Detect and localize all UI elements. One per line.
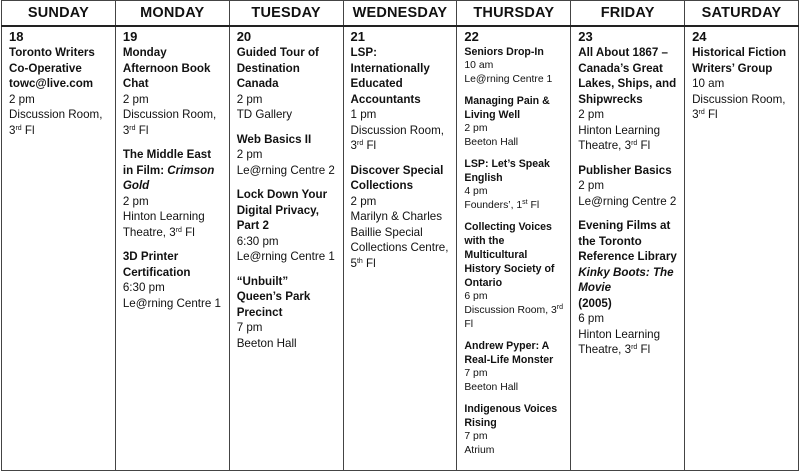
event-item xyxy=(123,45,223,138)
event-location: Atrium xyxy=(464,445,495,456)
event-title xyxy=(123,249,223,280)
event-title xyxy=(9,45,109,92)
event-title-text: LSP: Let’s Speak English xyxy=(464,158,550,184)
event-time: 2 pm xyxy=(9,92,35,106)
event-title xyxy=(237,132,337,148)
event-title-text: Seniors Drop-In xyxy=(464,46,544,58)
event-location: Beeton Hall xyxy=(464,382,519,393)
event-location: Le@rning Centre 1 xyxy=(236,250,335,263)
day-number: 21 xyxy=(350,29,365,44)
event-item xyxy=(237,274,337,352)
event-item xyxy=(123,249,223,311)
event-title-text: Toronto Writers Co-Operative xyxy=(9,46,95,75)
weekday-header-row xyxy=(2,1,799,27)
day-number: 20 xyxy=(236,29,252,44)
weekday-header-wednesday: WEDNESDAY xyxy=(343,1,457,27)
event-title xyxy=(578,163,678,179)
event-title-text: LSP: Internationally Educated Accountants xyxy=(350,46,430,106)
event-location: Le@rning Centre 1 xyxy=(122,296,221,310)
event-title xyxy=(237,274,337,321)
event-item xyxy=(692,45,792,123)
event-title xyxy=(351,45,451,107)
event-time: 7 pm xyxy=(464,368,488,379)
event-item xyxy=(351,45,451,154)
event-item xyxy=(9,45,109,138)
weekday-header-thursday: THURSDAY xyxy=(457,1,571,27)
event-item xyxy=(578,163,678,210)
event-item xyxy=(351,163,451,272)
week-row xyxy=(2,26,799,470)
event-title-text: Discover Special Collections xyxy=(350,163,444,192)
event-time: 6:30 pm xyxy=(122,281,165,294)
event-title-text: Indigenous Voices Rising xyxy=(464,403,558,429)
event-location: TD Gallery xyxy=(236,108,293,121)
event-title xyxy=(464,157,564,185)
event-time: 7 pm xyxy=(236,321,263,334)
event-title xyxy=(464,339,564,367)
event-location: Hinton Learning Theatre, 3rd Fl xyxy=(578,327,661,356)
event-title-text: Guided Tour of Destination Canada xyxy=(236,46,319,90)
event-time: 2 pm xyxy=(578,108,604,121)
event-item xyxy=(464,94,564,150)
weekday-header-monday: MONDAY xyxy=(115,1,229,27)
event-item xyxy=(464,402,564,458)
event-title-text: Managing Pain & Living Well xyxy=(464,95,550,121)
event-title-text: Evening Films at the Toronto Reference Library xyxy=(578,219,677,263)
event-item xyxy=(578,45,678,154)
calendar-week-table xyxy=(1,0,799,471)
event-title xyxy=(464,402,564,430)
event-title xyxy=(237,187,337,234)
day-number: 24 xyxy=(692,29,707,44)
event-title-text: The Middle East in Film: xyxy=(122,148,212,177)
day-cell-saturday xyxy=(685,26,799,470)
event-title-text: All About 1867 – Canada’s Great Lakes, Ships, and Shipwrecks xyxy=(578,46,677,106)
day-number: 19 xyxy=(122,29,138,44)
event-time: 2 pm xyxy=(236,148,263,161)
event-time: 10 am xyxy=(692,77,725,90)
weekday-header-sunday: SUNDAY xyxy=(2,1,116,27)
event-location: Marilyn & Charles Baillie Special Collections Centre, 5th Fl xyxy=(350,210,449,270)
day-number: 22 xyxy=(464,29,479,44)
day-number: 18 xyxy=(9,29,24,44)
event-location: Discussion Room, 3rd Fl xyxy=(350,123,444,152)
event-item xyxy=(237,187,337,265)
event-time: 2 pm xyxy=(464,123,488,134)
event-title xyxy=(123,45,223,92)
event-location: Le@rning Centre 2 xyxy=(578,194,677,208)
event-location: Hinton Learning Theatre, 3rd Fl xyxy=(122,210,205,239)
weekday-header-saturday: SATURDAY xyxy=(685,1,799,27)
event-title xyxy=(351,163,451,194)
event-location: Le@rning Centre 1 xyxy=(464,74,553,85)
event-time: 6:30 pm xyxy=(236,234,279,248)
event-title-text: Lock Down Your Digital Privacy, Part 2 xyxy=(236,188,328,232)
event-location: Founders’, 1st Fl xyxy=(464,199,540,211)
weekday-header-friday: FRIDAY xyxy=(571,1,685,27)
event-location: Discussion Room, 3rd Fl xyxy=(692,92,786,121)
event-title xyxy=(464,220,564,290)
event-item xyxy=(464,45,564,87)
event-location: Hinton Learning Theatre, 3rd Fl xyxy=(578,123,661,152)
event-title-text: Web Basics II xyxy=(236,132,312,146)
event-title xyxy=(464,45,564,59)
event-title-text: “Unbuilt” Queen’s Park Precinct xyxy=(236,274,311,319)
event-title-text: Publisher Basics xyxy=(578,163,672,177)
event-time: 6 pm xyxy=(578,312,604,325)
event-item xyxy=(237,45,337,123)
day-cell-thursday xyxy=(457,26,571,470)
event-title-text: Historical Fiction Writers’ Group xyxy=(692,46,787,75)
event-location: Beeton Hall xyxy=(464,137,519,148)
day-cell-wednesday xyxy=(343,26,457,470)
event-location: Le@rning Centre 2 xyxy=(236,163,335,177)
event-title-italic: Crimson Gold xyxy=(122,163,215,192)
event-title-text: Collecting Voices with the Multicultural History Society of Ontario xyxy=(464,221,555,289)
day-number: 23 xyxy=(578,29,593,44)
event-time: 10 am xyxy=(464,60,494,71)
event-time: 6 pm xyxy=(464,291,488,302)
event-item xyxy=(464,220,564,332)
event-location: Discussion Room, 3rd Fl xyxy=(122,108,217,137)
event-location: Beeton Hall xyxy=(236,336,297,350)
event-time: 2 pm xyxy=(578,179,604,192)
weekday-header-tuesday: TUESDAY xyxy=(229,1,343,27)
event-location: Discussion Room, 3rd Fl xyxy=(464,304,564,330)
event-time: 7 pm xyxy=(464,431,488,442)
event-time: 2 pm xyxy=(350,194,377,208)
event-title xyxy=(464,94,564,122)
event-title xyxy=(692,45,792,76)
event-time: 2 pm xyxy=(236,92,263,106)
event-title xyxy=(578,45,678,107)
event-title-text: 3D Printer Certification xyxy=(122,250,191,279)
event-time: 1 pm xyxy=(350,108,377,121)
event-item xyxy=(123,147,223,240)
event-location: Discussion Room, 3rd Fl xyxy=(9,108,103,137)
event-item xyxy=(237,132,337,179)
event-title-suffix: (2005) xyxy=(578,296,612,310)
event-time: 4 pm xyxy=(464,186,488,197)
event-time: 2 pm xyxy=(122,92,149,106)
day-cell-tuesday xyxy=(229,26,343,470)
event-item xyxy=(464,339,564,395)
event-time: 2 pm xyxy=(122,194,149,208)
event-title-text: towc@live.com xyxy=(9,77,94,90)
event-title-italic: Kinky Boots: The Movie xyxy=(578,265,674,294)
event-item xyxy=(578,218,678,358)
day-cell-friday xyxy=(571,26,685,470)
event-item xyxy=(464,157,564,213)
event-title xyxy=(123,147,223,194)
event-title-text: Andrew Pyper: A Real-Life Monster xyxy=(464,340,554,366)
event-title-text: Monday Afternoon Book Chat xyxy=(122,46,211,90)
event-title xyxy=(578,218,678,311)
day-cell-sunday xyxy=(2,26,116,470)
event-title xyxy=(237,45,337,92)
day-cell-monday xyxy=(115,26,229,470)
